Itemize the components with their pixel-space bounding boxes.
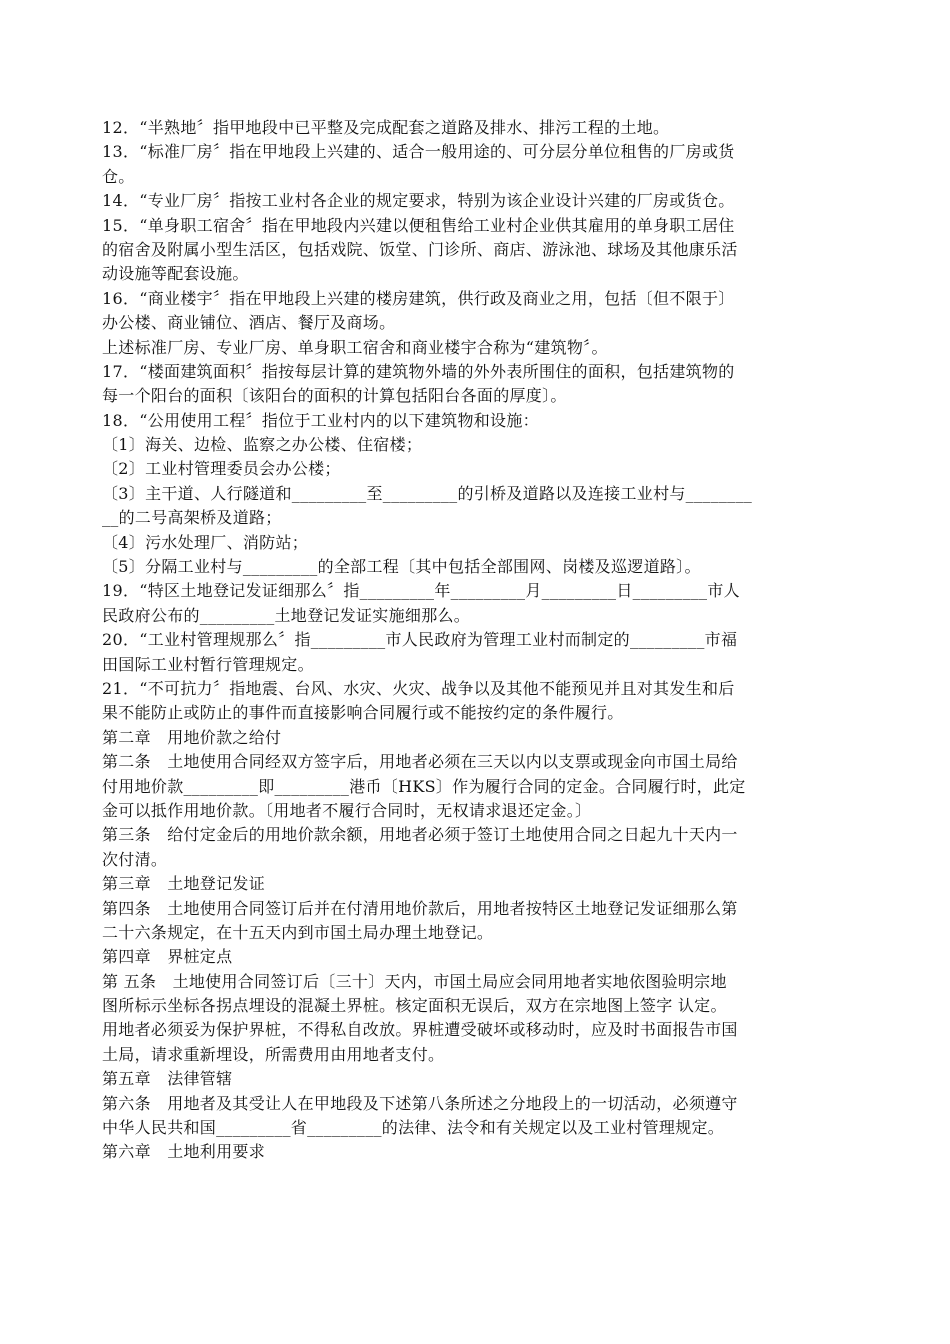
text-line: 16．“商业楼宇〞指在甲地段上兴建的楼房建筑，供行政及商业之用，包括〔但不限于〕 [102, 288, 735, 308]
text-line: 〔4〕污水处理厂、消防站； [102, 532, 309, 552]
text-line: 21．“不可抗力〞指地震、台风、水灾、火灾、战争以及其他不能预见并且对其发生和后 [102, 678, 735, 698]
text-line: 二十六条规定，在十五天内到市国土局办理土地登记。 [102, 922, 494, 942]
document-body [102, 116, 850, 1165]
chapter-heading: 第六章 土地利用要求 [102, 1142, 266, 1162]
text-line: 第六条 用地者及其受让人在甲地段及下述第八条所述之分地段上的一切活动，必须遵守 [102, 1093, 738, 1113]
text-line: 田国际工业村暂行管理规定。 [102, 654, 314, 674]
text-line: 民政府公布的_________土地登记发证实施细那么。 [102, 605, 471, 625]
text-line: 办公楼、商业铺位、酒店、餐厅及商场。 [102, 313, 396, 333]
text-line: 第三条 给付定金后的用地价款余额，用地者必须于签订土地使用合同之日起九十天内一 [102, 825, 738, 845]
text-line: 第 五条 土地使用合同签订后〔三十〕天内，市国土局应会同用地者实地依图验明宗地 [102, 971, 727, 991]
chapter-heading: 第四章 界桩定点 [102, 947, 233, 967]
text-line: 果不能防止或防止的事件而直接影响合同履行或不能按约定的条件履行。 [102, 703, 624, 723]
chapter-heading: 第二章 用地价款之给付 [102, 727, 282, 747]
chapter-heading: 第五章 法律管辖 [102, 1069, 233, 1089]
text-line: 土局，请求重新埋设，所需费用由用地者支付。 [102, 1044, 445, 1064]
text-line: 上述标准厂房、专业厂房、单身职工宿舍和商业楼宇合称为“建筑物〞。 [102, 337, 608, 357]
text-line: 仓。 [102, 166, 135, 186]
text-line: 第二条 土地使用合同经双方签字后，用地者必须在三天以内以支票或现金向市国土局给 [102, 752, 738, 772]
text-line: 每一个阳台的面积〔该阳台的面积的计算包括阳台各面的厚度〕。 [102, 386, 567, 406]
text-line: 20．“工业村管理规那么〞指_________市人民政府为管理工业村而制定的_________市福 [102, 630, 738, 650]
text-line: 付用地价款_________即_________港币〔HKS〕作为履行合同的定金。合同履行时，此定 [102, 776, 746, 796]
text-line: 动设施等配套设施。 [102, 264, 249, 284]
text-line: 的宿舍及附属小型生活区，包括戏院、饭堂、门诊所、商店、游泳池、球场及其他康乐活 [102, 239, 738, 259]
text-line: 〔5〕分隔工业村与_________的全部工程〔其中包括全部围网、岗楼及巡逻道路〕。 [102, 557, 701, 577]
chapter-heading: 第三章 土地登记发证 [102, 874, 266, 894]
text-line: 19．“特区土地登记发证细那么〞指_________年_________月_________日_________市人 [102, 581, 740, 601]
text-line: 14．“专业厂房〞指按工业村各企业的规定要求，特别为该企业设计兴建的厂房或货仓。 [102, 191, 735, 211]
text-line: 次付清。 [102, 849, 168, 869]
text-line: 图所标示坐标各拐点埋设的混凝土界桩。核定面积无误后，双方在宗地图上签字 认定。 [102, 996, 727, 1016]
text-line: 〔1〕海关、边检、监察之办公楼、住宿楼； [102, 435, 423, 455]
text-line: 15．“单身职工宿舍〞指在甲地段内兴建以便租售给工业村企业供其雇用的单身职工居住 [102, 215, 735, 235]
text-line: 12．“半熟地〞指甲地段中已平整及完成配套之道路及排水、排污工程的土地。 [102, 118, 670, 137]
text-line: 〔3〕主干道、人行隧道和_________至_________的引桥及道路以及连接工业村与________ [102, 483, 753, 503]
text-line: __的二号高架桥及道路； [102, 508, 282, 528]
text-line: 中华人民共和国_________省_________的法律、法令和有关规定以及工业村管理规定。 [102, 1118, 725, 1138]
text-line: 17．“楼面建筑面积〞指按每层计算的建筑物外墙的外外表所围住的面积，包括建筑物的 [102, 361, 735, 381]
text-line: 18．“公用使用工程〞指位于工业村内的以下建筑物和设施： [102, 410, 539, 430]
text-line: 金可以抵作用地价款。〔用地者不履行合同时，无权请求退还定金。〕 [102, 800, 592, 820]
text-line: 〔2〕工业村管理委员会办公楼； [102, 459, 341, 479]
text-line: 13．“标准厂房〞指在甲地段上兴建的、适合一般用途的、可分层分单位租售的厂房或货 [102, 142, 735, 162]
text-line: 第四条 土地使用合同签订后并在付清用地价款后，用地者按特区土地登记发证细那么第 [102, 898, 738, 918]
text-line: 用地者必须妥为保护界桩，不得私自改放。界桩遭受破坏或移动时，应及时书面报告市国 [102, 1020, 738, 1040]
